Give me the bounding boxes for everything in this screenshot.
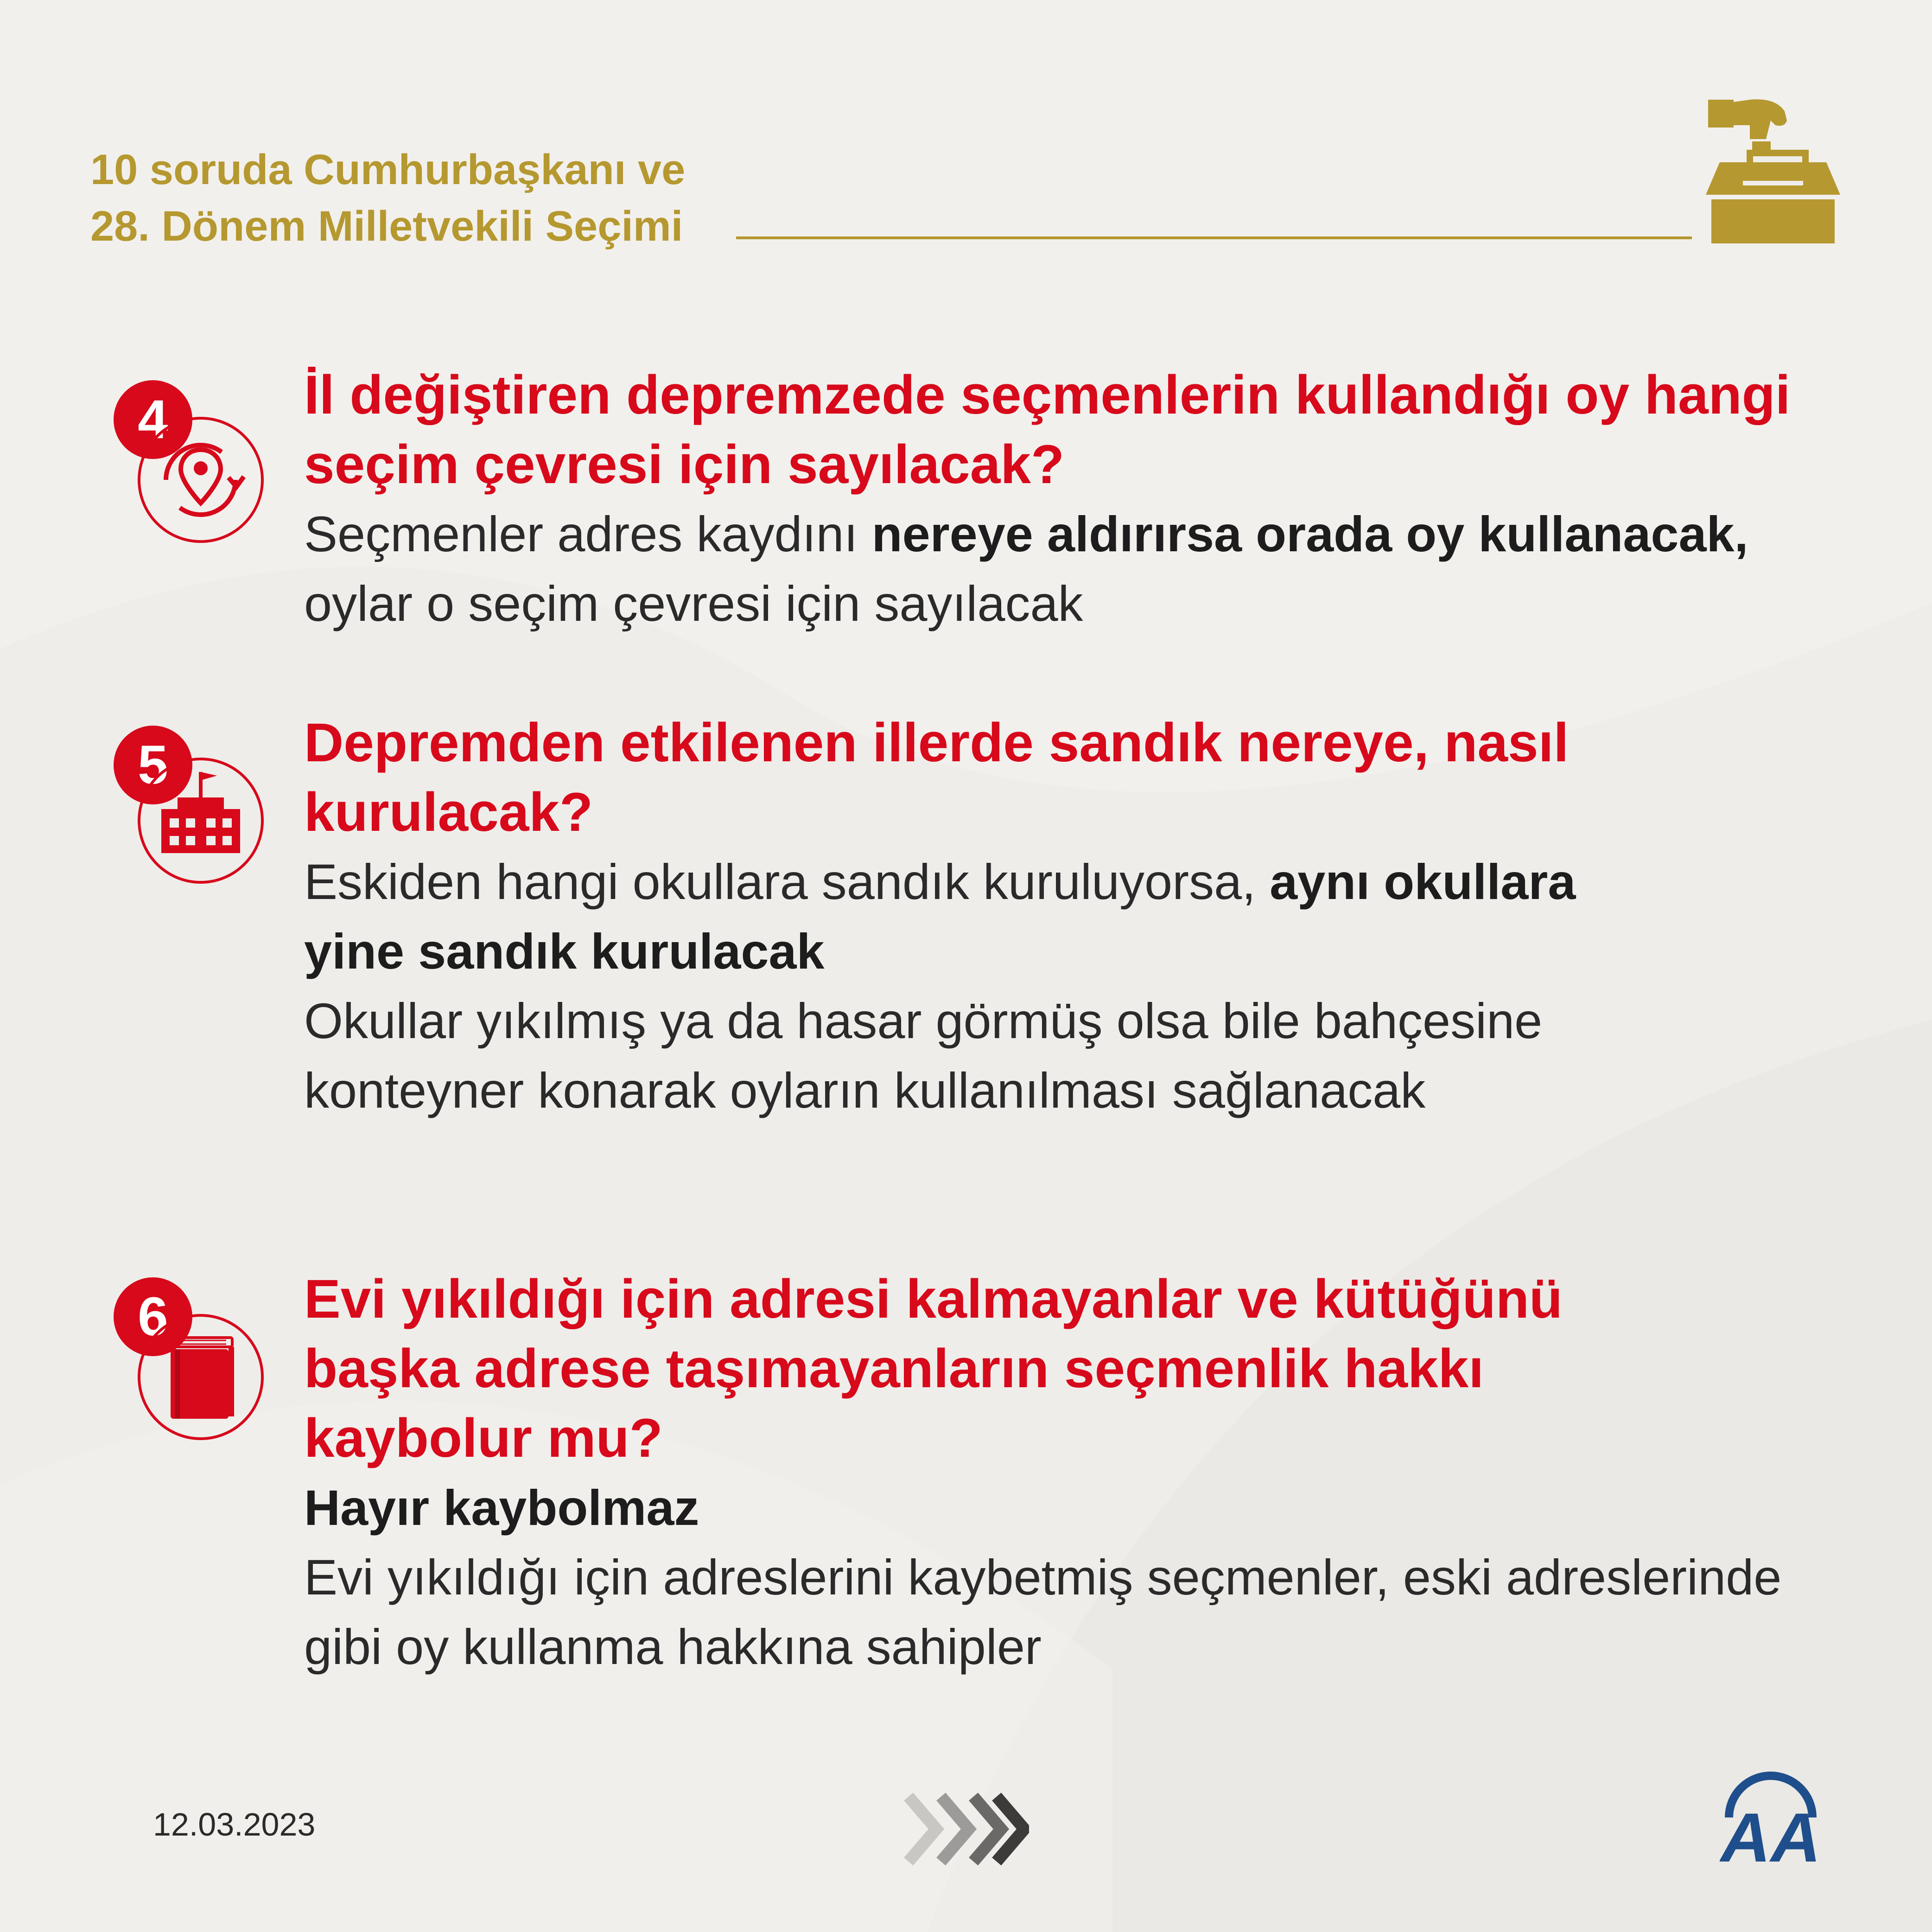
number-badge: 6 bbox=[114, 1277, 192, 1356]
question-text: Evi yıkıldığı için adresi kalmayanlar ve kütüğünü başka adrese taşımayanların seçmenlik hakkı kaybolur mu? bbox=[304, 1269, 1563, 1469]
header-divider bbox=[736, 236, 1692, 239]
question-text: Depremden etkilenen illerde sandık nereye, nasıl kurulacak? bbox=[304, 712, 1569, 843]
aa-logo-mark bbox=[1720, 1762, 1822, 1878]
question-text: İl değiştiren depremzede seçmenlerin kullandığı oy hangi seçim çevresi için sayılacak? bbox=[304, 364, 1791, 495]
location-change-icon bbox=[133, 413, 268, 547]
publish-date: 12.03.2023 bbox=[153, 1806, 316, 1843]
number-badge: 5 bbox=[114, 726, 192, 804]
school-building-icon bbox=[133, 753, 268, 888]
number-badge: 4 bbox=[114, 380, 192, 459]
anadolu-agency-logo bbox=[1720, 1762, 1822, 1878]
answer-text: Hayır kaybolmaz Evi yıkıldığı için adreslerini kaybetmiş seçmenler, eski adreslerinde gibi oy kullanma hakkına sahipler bbox=[304, 1479, 1782, 1675]
answer-text: Eskiden hangi okullara sandık kuruluyorsa, aynı okullara yine sandık kurulacak Okullar yıkılmış ya da hasar görmüş olsa bile bahçesine konteyner konarak oyların kullanılması sağlanacak bbox=[304, 854, 1576, 1118]
aa-logo-text: AA bbox=[1720, 1798, 1821, 1876]
answer-text: Seçmenler adres kaydını nereye aldırırsa orada oy kullanacak, oylar o seçim çevresi için sayılacak bbox=[304, 506, 1748, 631]
chevrons-right-icon[interactable] bbox=[904, 1790, 1029, 1868]
voter-registry-book-icon bbox=[133, 1310, 268, 1444]
infographic-title: 10 soruda Cumhurbaşkanı ve 28. Dönem Milletvekili Seçimi bbox=[90, 146, 686, 250]
ballot-box-icon bbox=[1706, 93, 1840, 246]
